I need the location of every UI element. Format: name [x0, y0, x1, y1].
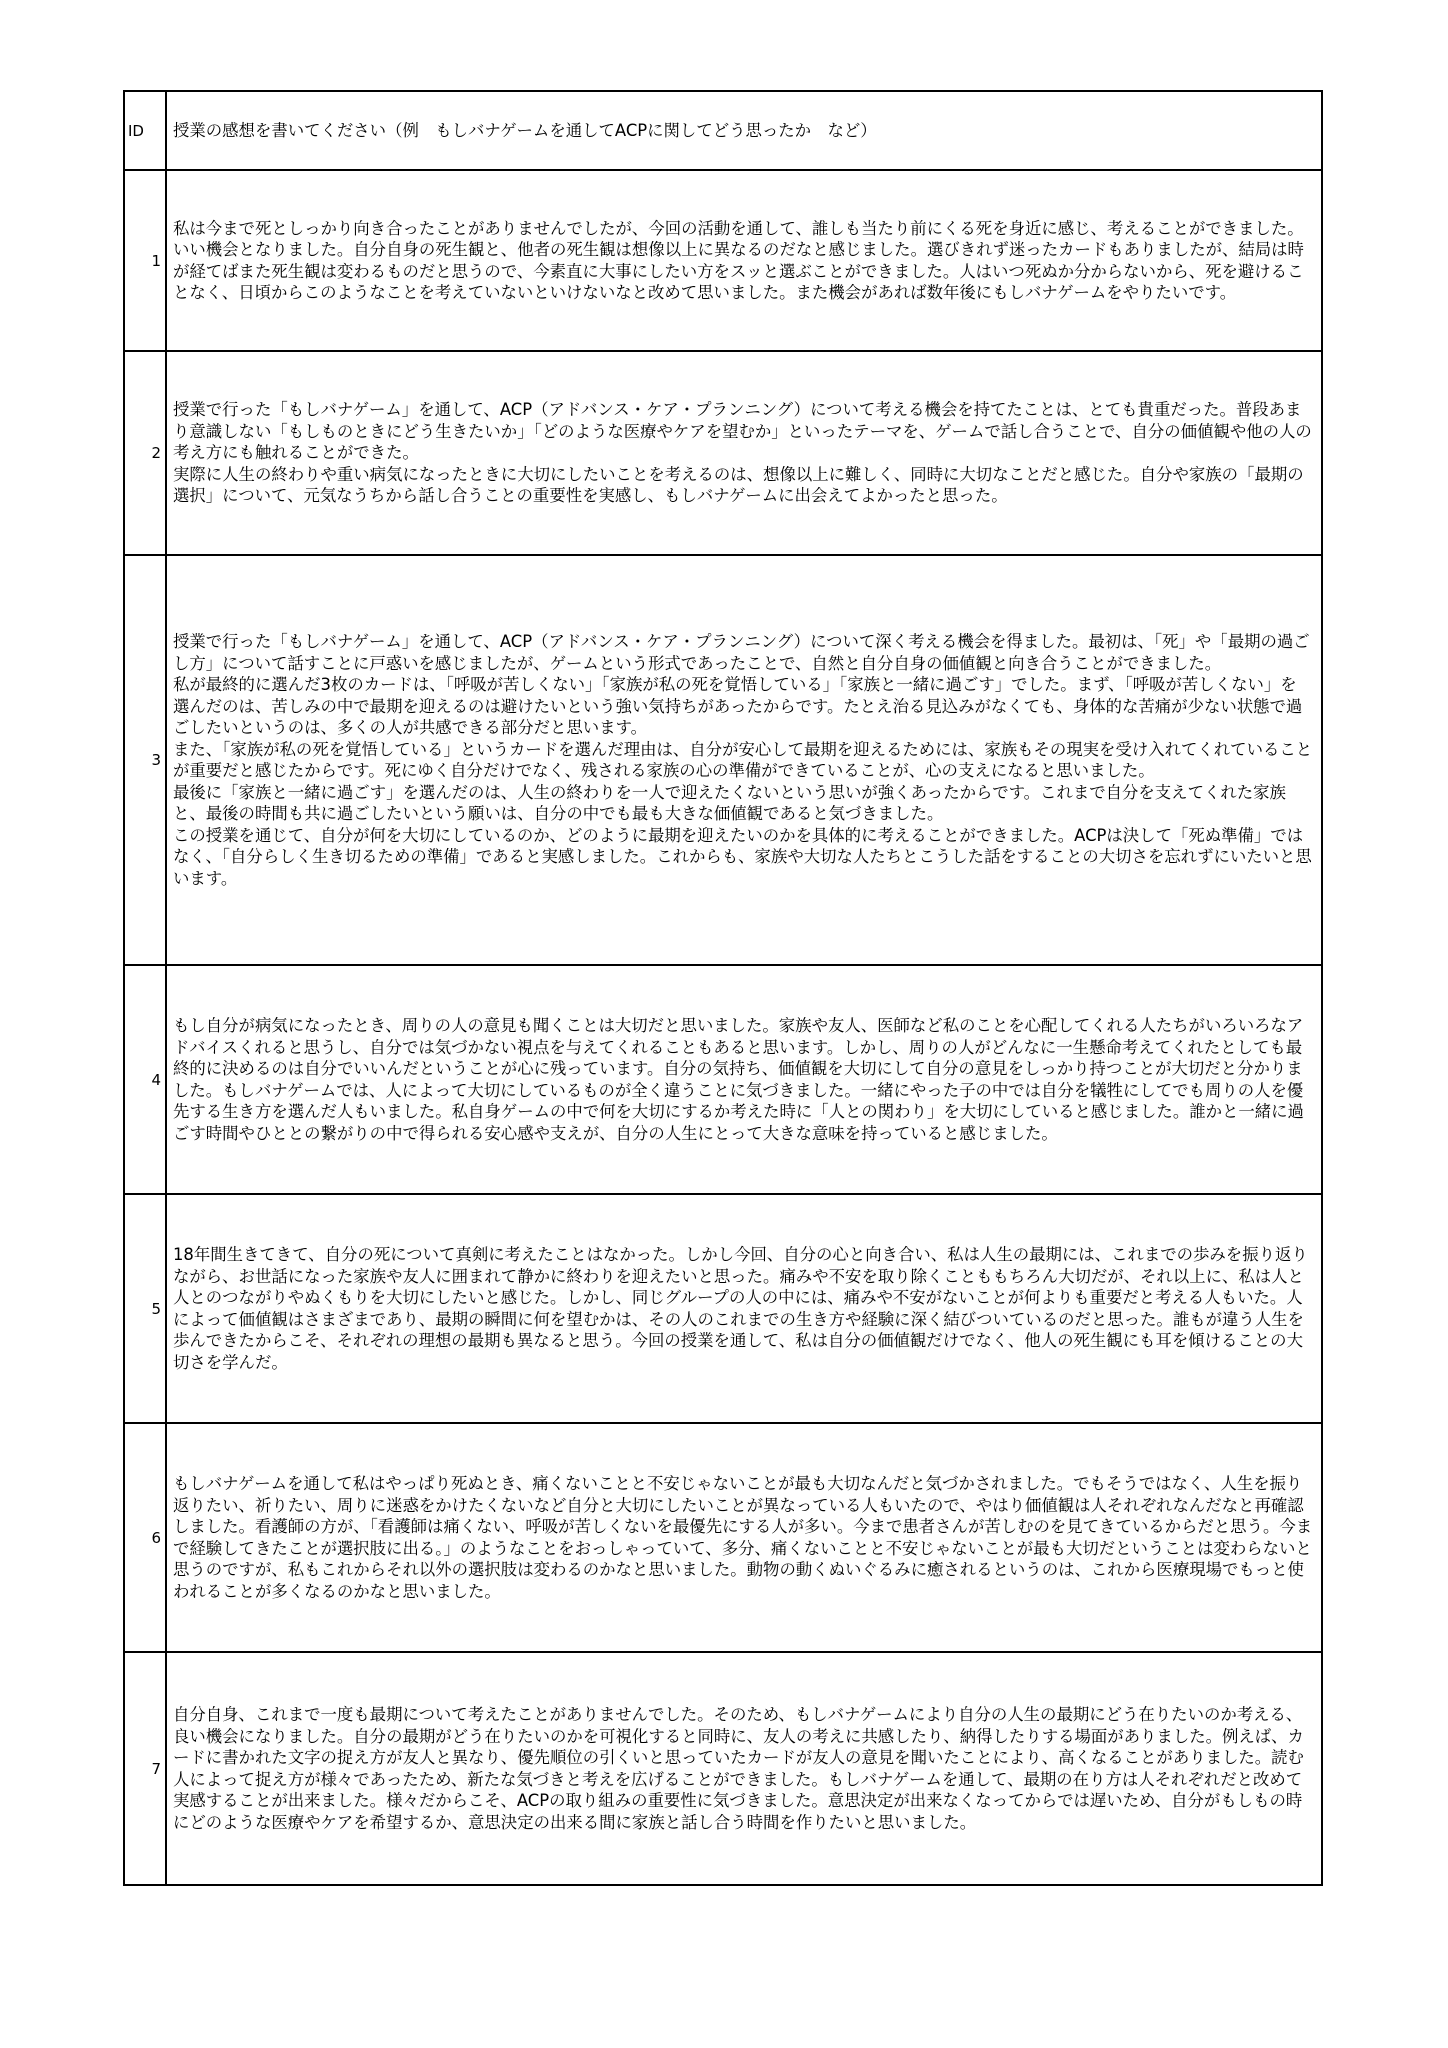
row-id: 6 — [124, 1423, 166, 1652]
response-paragraph: また、「家族が私の死を覚悟している」というカードを選んだ理由は、自分が安心して最期を迎えるためには、家族もその現実を受け入れてくれていることが重要だと感じたからです。死にゆく自分だけでなく、残される家族の心の準備ができていることが、心の支えになると思いました。 — [173, 739, 1313, 780]
response-paragraph: 授業で行った「もしバナゲーム」を通して、ACP（アドバンス・ケア・プランニング）について考える機会を持てたことは、とても貴重だった。普段あまり意識しない「もしものときにどう生きたいか」「どのような医療やケアを望むか」といったテーマを、ゲームで話し合うことで、自分の価値観や他の人の考え方にも触れることができた。 — [173, 400, 1312, 463]
response-paragraph: 授業で行った「もしバナゲーム」を通して、ACP（アドバンス・ケア・プランニング）について深く考える機会を得ました。最初は、「死」や「最期の過ごし方」について話すことに戸惑いを感じましたが、ゲームという形式であったことで、自然と自分自身の価値観と向き合うことができました。 — [173, 632, 1310, 673]
table-row — [124, 1652, 1322, 1885]
table-row — [124, 555, 1322, 965]
response-cell — [166, 1652, 1322, 1885]
response-cell — [166, 170, 1322, 351]
header-row — [124, 91, 1322, 170]
response-cell — [166, 965, 1322, 1194]
responses-table — [123, 90, 1323, 1886]
survey-sheet — [123, 90, 1323, 1886]
row-id: 3 — [124, 555, 166, 965]
response-paragraph: もし自分が病気になったとき、周りの人の意見も聞くことは大切だと思いました。家族や友人、医師など私のことを心配してくれる人たちがいろいろなアドバイスくれると思うし、自分では気づかない視点を与えてくれることもあると思います。しかし、周りの人がどんなに一生懸命考えてくれたとしても最終的に決めるのは自分でいいんだということが心に残っています。自分の気持ち、価値観を大切にして自分の意見をしっかり持つことが大切だと分かりました。もしバナゲームでは、人によって大切にしているものが全く違うことに気づきました。一緒にやった子の中では自分を犠牲にしてでも周りの人を優先する生き方を選んだ人もいました。私自身ゲームの中で何を大切にするか考えた時に「人との関わり」を大切にしていると感じました。誰かと一緒に過ごす時間やひととの繋がりの中で得られる安心感や支えが、自分の人生にとって大きな意味を持っていると感じました。 — [173, 1016, 1304, 1143]
response-paragraph: 私が最終的に選んだ3枚のカードは、「呼吸が苦しくない」「家族が私の死を覚悟している」「家族と一緒に過ごす」でした。まず、「呼吸が苦しくない」を選んだのは、苦しみの中で最期を迎えるのは避けたいという強い気持ちがあったからです。たとえ治る見込みがなくても、身体的な苦痛が少ない状態で過ごしたいというのは、多くの人が共感できる部分だと思います。 — [173, 675, 1303, 737]
row-id: 2 — [124, 351, 166, 555]
row-id: 4 — [124, 965, 166, 1194]
table-row — [124, 965, 1322, 1194]
response-cell — [166, 1194, 1322, 1423]
response-paragraph: 私は今まで死としっかり向き合ったことがありませんでしたが、今回の活動を通して、誰しも当たり前にくる死を身近に感じ、考えることができました。いい機会となりました。自分自身の死生観と、他者の死生観は想像以上に異なるのだなと感じました。選びきれず迷ったカードもありましたが、結局は時が経てばまた死生観は変わるものだと思うので、今素直に大事にしたい方をスッと選ぶことができました。人はいつ死ぬか分からないから、死を避けることなく、日頃からこのようなことを考えていないといけないなと改めて思いました。また機会があれば数年後にもしバナゲームをやりたいです。 — [173, 218, 1304, 302]
response-cell — [166, 351, 1322, 555]
response-paragraph: 最後に「家族と一緒に過ごす」を選んだのは、人生の終わりを一人で迎えたくないという思いが強くあったからです。これまで自分を支えてくれた家族と、最後の時間も共に過ごしたいという願いは、自分の中でも最も大きな価値観であると気づきました。 — [173, 782, 1286, 823]
response-paragraph: この授業を通じて、自分が何を大切にしているのか、どのように最期を迎えたいのかを具体的に考えることができました。ACPは決して「死ぬ準備」ではなく、「自分らしく生き切るための準備」であると実感しました。これからも、家族や大切な人たちとこうした話をすることの大切さを忘れずにいたいと思います。 — [173, 825, 1312, 888]
table-row — [124, 170, 1322, 351]
response-paragraph: 18年間生きてきて、自分の死について真剣に考えたことはなかった。しかし今回、自分の心と向き合い、私は人生の最期には、これまでの歩みを振り返りながら、お世話になった家族や友人に囲まれて静かに終わりを迎えたいと思った。痛みや不安を取り除くことももちろん大切だが、それ以上に、私は人と人とのつながりやぬくもりを大切にしたいと感じた。しかし、同じグループの人の中には、痛みや不安がないことが何よりも重要だと考える人もいた。人によって価値観はさまざまであり、最期の瞬間に何を望むかは、その人のこれまでの生き方や経験に深く結びついているのだと思った。誰もが違う人生を歩んできたからこそ、それぞれの理想の最期も異なると思う。今回の授業を通して、私は自分の価値観だけでなく、他人の死生観にも耳を傾けることの大切さを学んだ。 — [173, 1245, 1308, 1372]
table-row — [124, 1423, 1322, 1652]
response-paragraph: 実際に人生の終わりや重い病気になったときに大切にしたいことを考えるのは、想像以上に難しく、同時に大切なことだと感じた。自分や家族の「最期の選択」について、元気なうちから話し合うことの重要性を実感し、もしバナゲームに出会えてよかったと思った。 — [173, 464, 1304, 506]
response-cell — [166, 1423, 1322, 1652]
response-paragraph: もしバナゲームを通して私はやっぱり死ぬとき、痛くないことと不安じゃないことが最も大切なんだと気づかされました。でもそうではなく、人生を振り返りたい、祈りたい、周りに迷惑をかけたくないなど自分と大切にしたいことが異なっている人もいたので、やはり価値観は人それぞれなんだなと再確認しました。看護師の方が、「看護師は痛くない、呼吸が苦しくないを最優先にする人が多い。今まで患者さんが苦しむのを見てきているからだと思う。今まで経験してきたことが選択肢に出る。」のようなことをおっしゃっていて、多分、痛くないことと不安じゃないことが最も大切だということは変わらないと思うのですが、私もこれからそれ以外の選択肢は変わるのかなと思いました。動物の動くぬいぐるみに癒されるというのは、これから医療現場でもっと使われることが多くなるのかなと思いました。 — [173, 1474, 1313, 1601]
id-column-header: ID — [124, 91, 166, 170]
row-id: 7 — [124, 1652, 166, 1885]
table-row — [124, 351, 1322, 555]
row-id: 5 — [124, 1194, 166, 1423]
table-row — [124, 1194, 1322, 1423]
response-paragraph: 自分自身、これまで一度も最期について考えたことがありませんでした。そのため、もしバナゲームにより自分の人生の最期にどう在りたいのか考える、良い機会になりました。自分の最期がどう在りたいのかを可視化すると同時に、友人の考えに共感したり、納得したりする場面がありました。例えば、カードに書かれた文字の捉え方が友人と異なり、優先順位の引くいと思っていたカードが友人の意見を聞いたことにより、高くなることがありました。読む人によって捉え方が様々であったため、新たな気づきと考えを広げることができました。もしバナゲームを通して、最期の在り方は人それぞれだと改めて実感することが出来ました。様々だからこそ、ACPの取り組みの重要性に気づきました。意思決定が出来なくなってからでは遅いため、自分がもしもの時にどのような医療やケアを希望するか、意思決定の出来る間に家族と話し合う時間を作りたいと思いました。 — [173, 1705, 1304, 1832]
question-column-header: 授業の感想を書いてください（例 もしバナゲームを通してACPに関してどう思ったか など） — [166, 91, 1322, 170]
response-cell — [166, 555, 1322, 965]
row-id: 1 — [124, 170, 166, 351]
